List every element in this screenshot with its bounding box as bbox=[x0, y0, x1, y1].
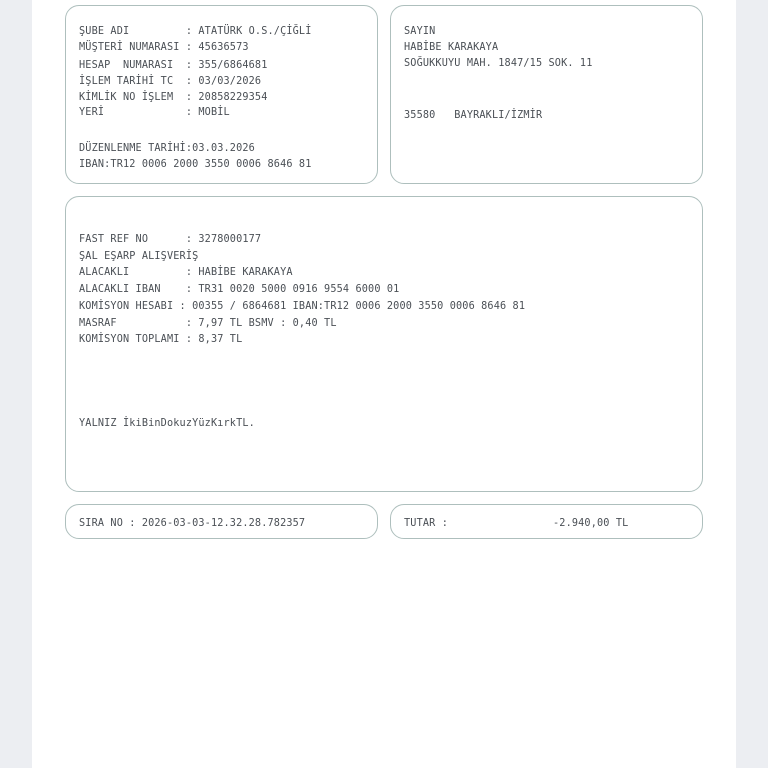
recipient-street: SOĞUKKUYU MAH. 1847/15 SOK. 11 bbox=[404, 58, 593, 69]
issue-date-line: DÜZENLENME TARİHİ:03.03.2026 bbox=[79, 143, 255, 154]
identity-number-line: KİMLİK NO İŞLEM : 20858229354 bbox=[79, 92, 268, 103]
commission-account-line: KOMİSYON HESABI : 00355 / 6864681 IBAN:TR12 0006 2000 3550 0006 8646 81 bbox=[79, 301, 526, 312]
total-label: TUTAR : bbox=[404, 518, 448, 529]
creditor-line: ALACAKLI : HABİBE KARAKAYA bbox=[79, 267, 293, 278]
place-line: YERİ : MOBİL bbox=[79, 107, 230, 118]
iban-line: IBAN:TR12 0006 2000 3550 0006 8646 81 bbox=[79, 159, 312, 170]
recipient-name: HABİBE KARAKAYA bbox=[404, 42, 499, 53]
recipient-box bbox=[390, 5, 703, 184]
total-amount: -2.940,00 TL bbox=[553, 518, 629, 529]
creditor-iban-line: ALACAKLI IBAN : TR31 0020 5000 0916 9554 6000 01 bbox=[79, 284, 400, 295]
account-number-line: HESAP NUMARASI : 355/6864681 bbox=[79, 60, 268, 71]
branch-info-box bbox=[65, 5, 378, 184]
fast-ref-line: FAST REF NO : 3278000177 bbox=[79, 234, 262, 245]
salutation: SAYIN bbox=[404, 26, 436, 37]
amount-in-words: YALNIZ İkiBinDokuzYüzKırkTL. bbox=[79, 418, 255, 429]
receipt-page bbox=[32, 0, 736, 768]
branch-line: ŞUBE ADI : ATATÜRK O.S./ÇİĞLİ bbox=[79, 26, 312, 37]
total-box bbox=[390, 504, 703, 539]
customer-number-line: MÜŞTERİ NUMARASI : 45636573 bbox=[79, 42, 249, 53]
sequence-box bbox=[65, 504, 378, 539]
fee-line: MASRAF : 7,97 TL BSMV : 0,40 TL bbox=[79, 318, 337, 329]
recipient-city: 35580 BAYRAKLI/İZMİR bbox=[404, 110, 543, 121]
commission-total-line: KOMİSYON TOPLAMI : 8,37 TL bbox=[79, 334, 243, 345]
transaction-date-line: İŞLEM TARİHİ TC : 03/03/2026 bbox=[79, 76, 262, 87]
sequence-number: SIRA NO : 2026-03-03-12.32.28.782357 bbox=[79, 518, 306, 529]
description-line: ŞAL EŞARP ALIŞVERİŞ bbox=[79, 251, 199, 262]
transaction-box bbox=[65, 196, 703, 492]
